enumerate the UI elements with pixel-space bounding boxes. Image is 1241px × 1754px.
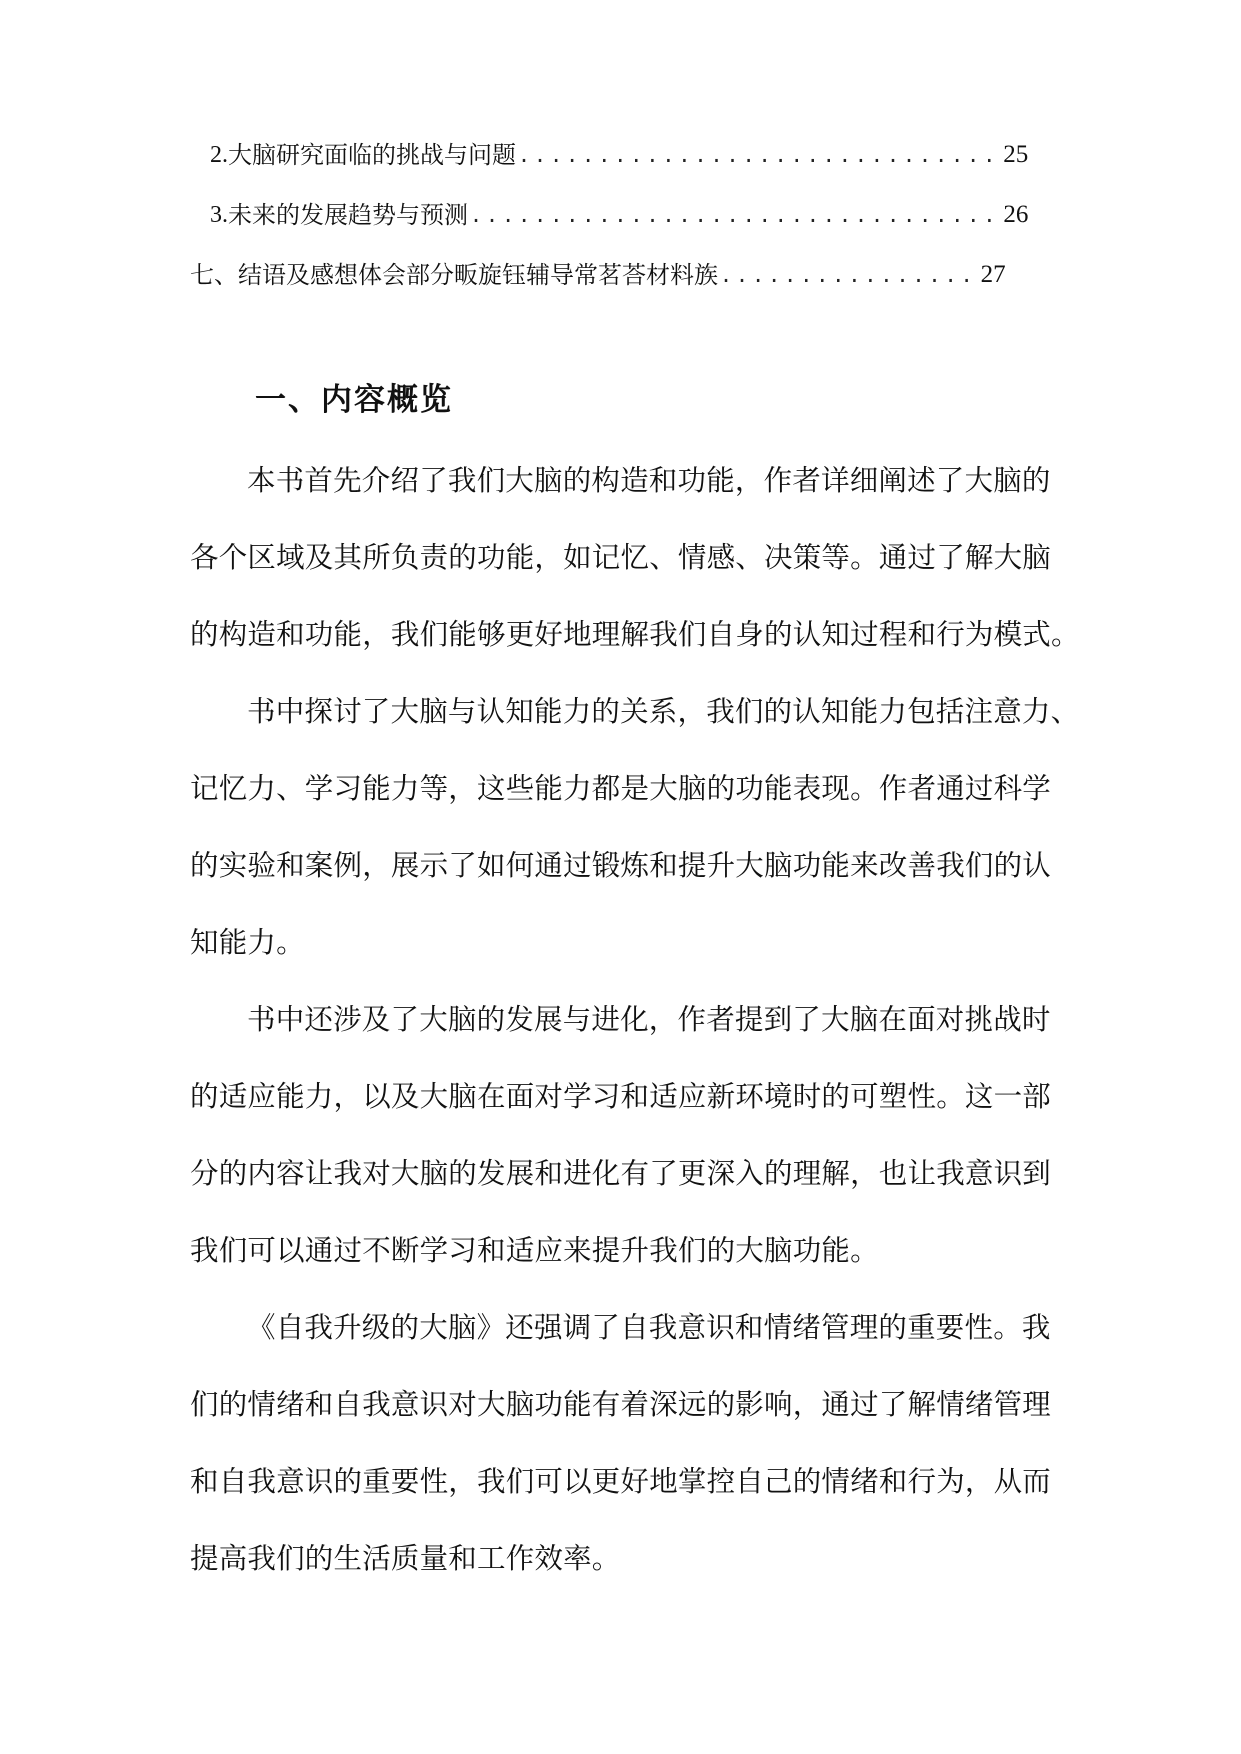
paragraph-line: 《自我升级的大脑》还强调了自我意识和情绪管理的重要性。我: [247, 1311, 1051, 1344]
toc-page-number: 25: [1003, 141, 1029, 168]
paragraph-line: 和自我意识的重要性，我们可以更好地掌控自己的情绪和行为，从而: [190, 1465, 1052, 1498]
paragraph-line: 的适应能力，以及大脑在面对学习和适应新环境时的可塑性。这一部: [190, 1080, 1052, 1113]
toc-entry-title: 大脑研究面临的挑战与问题: [228, 141, 516, 169]
toc-entry-number: 3.: [210, 202, 228, 228]
paragraph-line: 提高我们的生活质量和工作效率。: [190, 1542, 621, 1575]
toc-leader-dots: ..............................: [518, 143, 1000, 167]
paragraph-line: 分的内容让我对大脑的发展和进化有了更深入的理解，也让我意识到: [190, 1157, 1052, 1190]
paragraph-3: [190, 998, 1050, 1306]
toc-page-number: 27: [980, 261, 1006, 288]
paragraph-line: 我们可以通过不断学习和适应来提升我们的大脑功能。: [190, 1234, 879, 1267]
paragraph-line: 记忆力、学习能力等，这些能力都是大脑的功能表现。作者通过科学: [190, 772, 1052, 805]
paragraph-line: 各个区域及其所负责的功能，如记忆、情感、决策等。通过了解大脑: [190, 541, 1052, 574]
paragraph-line: 知能力。: [190, 926, 305, 959]
paragraph-line: 书中还涉及了大脑的发展与进化，作者提到了大脑在面对挑战时: [247, 1003, 1051, 1036]
toc-page-number: 26: [1003, 201, 1029, 228]
toc-entry-3[interactable]: [210, 195, 1029, 235]
paragraph-line: 本书首先介绍了我们大脑的构造和功能，作者详细阐述了大脑的: [247, 464, 1051, 497]
toc-entry-7[interactable]: [190, 255, 1006, 295]
toc-entry-title: 未来的发展趋势与预测: [228, 201, 468, 229]
paragraph-line: 们的情绪和自我意识对大脑功能有着深远的影响，通过了解情绪管理: [190, 1388, 1052, 1421]
paragraph-line: 的构造和功能，我们能够更好地理解我们自身的认知过程和行为模式。: [190, 618, 1080, 651]
paragraph-4: [190, 1306, 1050, 1614]
paragraph-line: 的实验和案例，展示了如何通过锻炼和提升大脑功能来改善我们的认: [190, 849, 1052, 882]
toc-entry-2[interactable]: [210, 135, 1029, 175]
paragraph-line: 书中探讨了大脑与认知能力的关系，我们的认知能力包括注意力、: [247, 695, 1080, 728]
paragraph-2: [190, 690, 1080, 998]
toc-entry-title: 七、结语及感想体会部分畈旋钰辅导常茗荅材料族: [190, 261, 718, 289]
section-heading: 一、内容概览: [255, 382, 453, 418]
toc-entry-number: 2.: [210, 142, 228, 168]
paragraph-1: [190, 459, 1080, 690]
toc-leader-dots: .................................: [470, 203, 1000, 227]
body-text: [190, 459, 1080, 1614]
toc-leader-dots: ................: [720, 263, 977, 287]
